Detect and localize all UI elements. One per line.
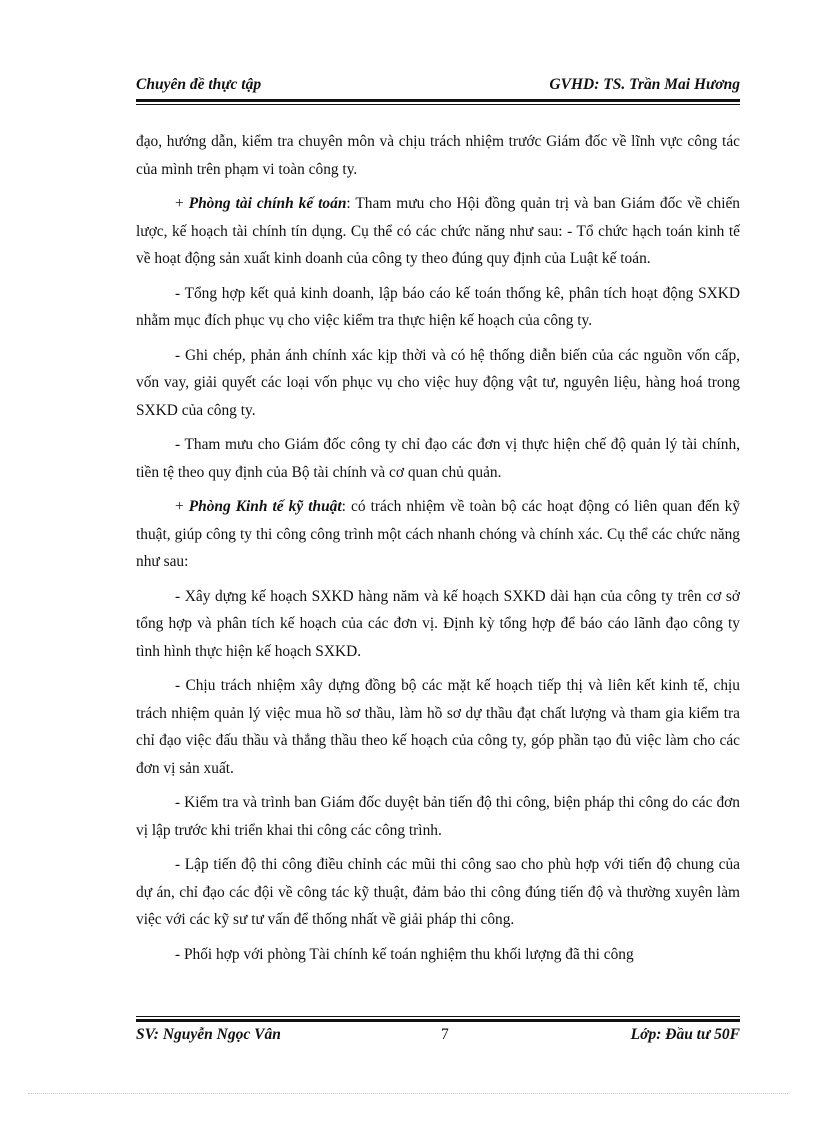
footer-class: Lớp: Đầu tư 50F: [630, 1026, 740, 1043]
paragraph-6-prefix: +: [175, 498, 189, 515]
header-rule-thin: [136, 104, 740, 105]
paragraph-10: - Lập tiến độ thi công điều chỉnh các mũi thi công sao cho phù hợp với tiến độ chung của dự án, chỉ đạo các đội về công tác kỹ thuật, đảm bảo thi công đúng tiến độ và thường xuyên làm việc với các kỹ sư tư vấn để thống nhất về giải pháp thi công.: [136, 856, 740, 928]
paragraph-7: - Xây dựng kế hoạch SXKD hàng năm và kế hoạch SXKD dài hạn của công ty trên cơ sở tổng hợp và phân tích kế hoạch của các đơn vị. Định kỳ tổng hợp để báo cáo lãnh đạo công ty tình hình thực hiện kế hoạch SXKD.: [136, 587, 740, 660]
paragraph-1: đạo, hướng dẫn, kiểm tra chuyên môn và chịu trách nhiệm trước Giám đốc về lĩnh vực công tác của mình trên phạm vi toàn công ty.: [136, 133, 740, 178]
paragraph-2-prefix: +: [175, 195, 189, 212]
paragraph-5: - Tham mưu cho Giám đốc công ty chỉ đạo các đơn vị thực hiện chế độ quản lý tài chính, tiền tệ theo quy định của Bộ tài chính và cơ quan chủ quản.: [136, 436, 740, 481]
footer-rule-thick: [136, 1019, 740, 1022]
page-bottom-dotted-line: [28, 1093, 788, 1094]
paragraph-4: - Ghi chép, phản ánh chính xác kịp thời và có hệ thống diễn biến của các nguồn vốn cấp, vốn vay, giải quyết các loại vốn phục vụ cho việc huy động vật tư, nguyên liệu, hàng hoá trong SXKD của công ty.: [136, 346, 740, 419]
paragraph-8: - Chịu trách nhiệm xây dựng đồng bộ các mặt kế hoạch tiếp thị và liên kết kinh tế, chịu trách nhiệm quản lý việc mua hồ sơ thầu, làm hồ sơ dự thầu đạt chất lượng và tham gia kiểm tra chỉ đạo việc đấu thầu và thắng thầu theo kế hoạch của công ty, góp phần tạo đủ việc làm cho các đơn vị sản xuất.: [136, 677, 740, 777]
paragraph-2-text: : Tham mưu cho Hội đồng quản trị và ban Giám đốc về chiến lược, kế hoạch tài chính tín dụng. Cụ thể có các chức năng như sau: - Tổ chức hạch toán kinh tế về hoạt động sản xuất kinh doanh của công ty theo đúng quy định của Luật kế toán.: [136, 195, 740, 267]
paragraph-11: - Phối hợp với phòng Tài chính kế toán nghiệm thu khối lượng đã thi công: [175, 945, 634, 963]
department-technical-heading: Phòng Kinh tế kỹ thuật: [188, 498, 342, 515]
paragraph-6: [136, 493, 740, 576]
department-finance-heading: Phòng tài chính kế toán: [188, 195, 347, 212]
footer-rule-thin: [136, 1016, 740, 1017]
header-advisor: GVHD: TS. Trần Mai Hương: [549, 76, 740, 93]
header-rule-thick: [136, 99, 740, 102]
paragraph-2: [136, 190, 740, 273]
page-body: [136, 128, 740, 975]
paragraph-6-text: : có trách nhiệm về toàn bộ các hoạt động có liên quan đến kỹ thuật, giúp công ty thi công công trình một cách nhanh chóng và chính xác. Cụ thể các chức năng như sau:: [136, 498, 741, 570]
paragraph-3: - Tổng hợp kết quả kinh doanh, lập báo cáo kế toán thống kê, phân tích hoạt động SXKD nhằm mục đích phục vụ cho việc kiểm tra thực hiện kế hoạch của công ty.: [136, 284, 740, 329]
paragraph-9: - Kiểm tra và trình ban Giám đốc duyệt bản tiến độ thi công, biện pháp thi công do các đơn vị lập trước khi triển khai thi công các công trình.: [136, 794, 740, 839]
page-footer: [136, 1026, 740, 1048]
header-title: Chuyên đề thực tập: [136, 76, 262, 93]
page-header: [136, 76, 740, 98]
footer-student: SV: Nguyễn Ngọc Vân: [136, 1026, 281, 1043]
page-number: 7: [441, 1026, 449, 1043]
